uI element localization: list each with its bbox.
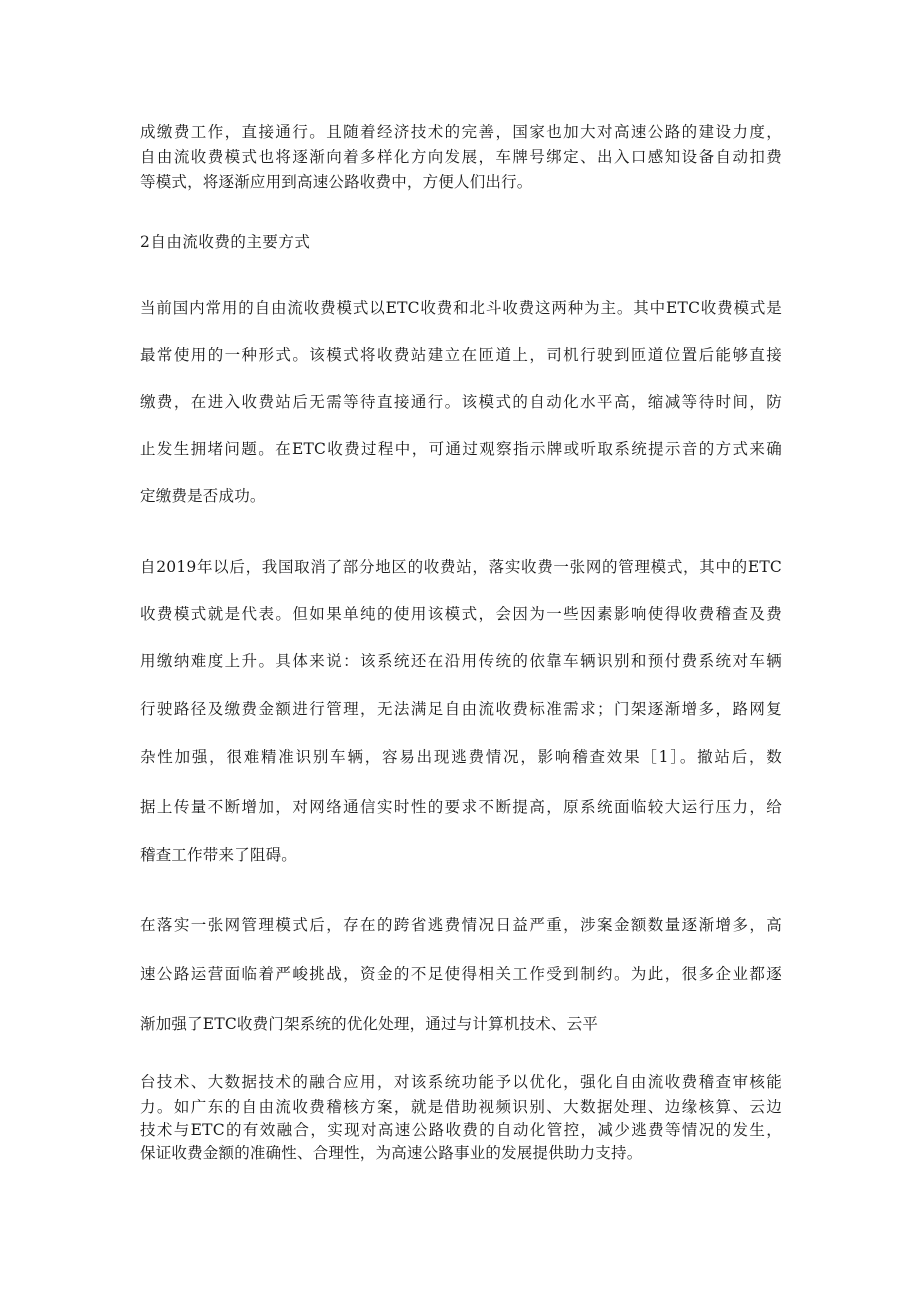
- paragraph-1-line-3: 等模式，将逐渐应用到高速公路收费中，方便人们出行。: [140, 173, 533, 191]
- paragraph-3-line-4: 行驶路径及缴费金额进行管理，无法满足自由流收费标准需求；门架逐渐增多，路网复: [140, 700, 782, 718]
- paragraph-2-line-5: 定缴费是否成功。: [140, 487, 266, 505]
- paragraph-3-line-5: 杂性加强，很难精准识别车辆，容易出现逃费情况，影响稽查效果［1］。撤站后，数: [140, 748, 782, 766]
- paragraph-2-line-4: 止发生拥堵问题。在ETC收费过程中，可通过观察指示牌或听取系统提示音的方式来确: [140, 440, 782, 458]
- paragraph-5-line-2: 力。如广东的自由流收费稽核方案，就是借助视频识别、大数据处理、边缘核算、云边: [140, 1098, 782, 1116]
- paragraph-2-line-1: 当前国内常用的自由流收费模式以ETC收费和北斗收费这两种为主。其中ETC收费模式是: [140, 299, 782, 317]
- paragraph-4-line-1: 在落实一张网管理模式后，存在的跨省逃费情况日益严重，涉案金额数量逐渐增多，高: [140, 916, 782, 934]
- paragraph-2-line-2: 最常使用的一种形式。该模式将收费站建立在匝道上，司机行驶到匝道位置后能够直接: [140, 346, 782, 364]
- section-heading: 2自由流收费的主要方式: [140, 233, 311, 251]
- paragraph-3-line-1: 自2019年以后，我国取消了部分地区的收费站，落实收费一张网的管理模式，其中的ETC: [140, 558, 782, 576]
- paragraph-3-line-6: 据上传量不断增加，对网络通信实时性的要求不断提高，原系统面临较大运行压力，给: [140, 798, 782, 816]
- paragraph-5-line-1: 台技术、大数据技术的融合应用，对该系统功能予以优化，强化自由流收费稽查审核能: [140, 1073, 782, 1091]
- paragraph-4-line-2: 速公路运营面临着严峻挑战，资金的不足使得相关工作受到制约。为此，很多企业都逐: [140, 965, 782, 983]
- paragraph-1-line-1: 成缴费工作，直接通行。且随着经济技术的完善，国家也加大对高速公路的建设力度，: [140, 123, 782, 141]
- paragraph-2-line-3: 缴费，在进入收费站后无需等待直接通行。该模式的自动化水平高，缩减等待时间，防: [140, 393, 782, 411]
- paragraph-4-line-3: 渐加强了ETC收费门架系统的优化处理，通过与计算机技术、云平: [140, 1015, 599, 1033]
- paragraph-5-line-3: 技术与ETC的有效融合，实现对高速公路收费的自动化管控，减少逃费等情况的发生，: [140, 1121, 782, 1139]
- paragraph-1-line-2: 自由流收费模式也将逐渐向着多样化方向发展，车牌号绑定、出入口感知设备自动扣费: [140, 148, 782, 166]
- paragraph-3-line-3: 用缴纳难度上升。具体来说：该系统还在沿用传统的依靠车辆识别和预付费系统对车辆: [140, 652, 782, 670]
- paragraph-3-line-7: 稽查工作带来了阻碍。: [140, 846, 298, 864]
- paragraph-3-line-2: 收费模式就是代表。但如果单纯的使用该模式，会因为一些因素影响使得收费稽查及费: [140, 605, 782, 623]
- paragraph-5-line-4: 保证收费金额的准确性、合理性，为高速公路事业的发展提供助力支持。: [140, 1144, 643, 1162]
